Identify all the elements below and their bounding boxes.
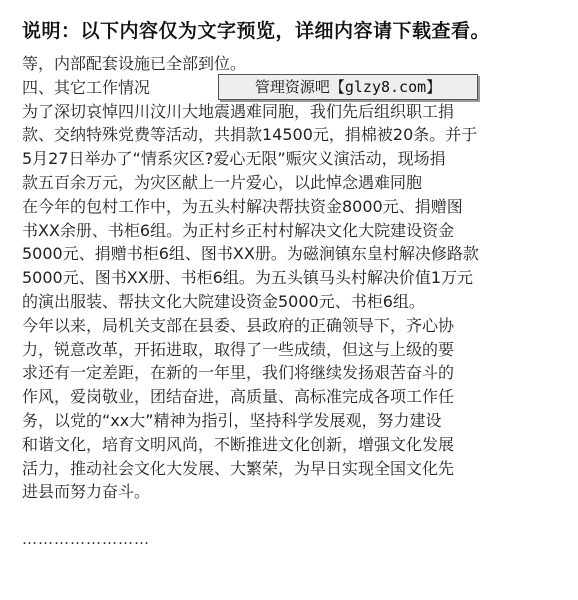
text-line: 力，锐意改革，开拓进取，取得了一些成绩，但这与上级的要 [22,339,455,359]
text-line: 款、交纳特殊党费等活动，共捐款14500元，捐棉被20条。并于 [22,125,478,145]
text-line: 为了深切哀悼四川汶川大地震遇难同胞，我们先后组织职工捐 [22,101,455,121]
document-body [22,52,558,504]
text-line: 和谐文化，培育文明风尚，不断推进文化创新，增强文化发展 [22,434,455,454]
ellipsis-divider: …………………… [22,530,150,548]
text-line: 5月27日举办了“情系灾区?爱心无限”赈灾义演活动，现场捐 [22,149,446,169]
text-line: 书XX余册、书柜6组。为正村乡正村村解决文化大院建设资金 [22,220,455,240]
text-line: 的演出服装、帮扶文化大院建设资金5000元、书柜6组。 [22,291,425,311]
text-line: 5000元、图书XX册、书柜6组。为五头镇马头村解决价值1万元 [22,268,474,288]
text-line: 5000元、捐赠书柜6组、图书XX册。为磁涧镇东皇村解决修路款 [22,244,479,264]
preview-notice: 说明：以下内容仅为文字预览，详细内容请下载查看。 [22,20,491,42]
text-line: 款五百余万元，为灾区献上一片爱心，以此悼念遇难同胞 [22,172,423,192]
text-line: 求还有一定差距，在新的一年里，我们将继续发扬艰苦奋斗的 [22,363,455,383]
text-line: 在今年的包村工作中，为五头村解决帮扶资金8000元、捐赠图 [22,196,463,216]
section-heading: 四、其它工作情况 [22,77,151,97]
text-line: 作风，爱岗敬业，团结奋进，高质量、高标准完成各项工作任 [22,387,455,407]
text-line: 等，内部配套设施已全部到位。 [22,54,247,73]
text-line: 今年以来，局机关支部在县委、县政府的正确领导下，齐心协 [22,315,455,335]
text-line: 务，以党的“xx大”精神为指引，坚持科学发展观，努力建设 [22,410,442,430]
site-watermark: 管理资源吧【glzy8.com】 [218,74,478,100]
text-line: 进县而努力奋斗。 [22,482,151,502]
text-line: 活力，推动社会文化大发展、大繁荣，为早日实现全国文化先 [22,458,455,478]
